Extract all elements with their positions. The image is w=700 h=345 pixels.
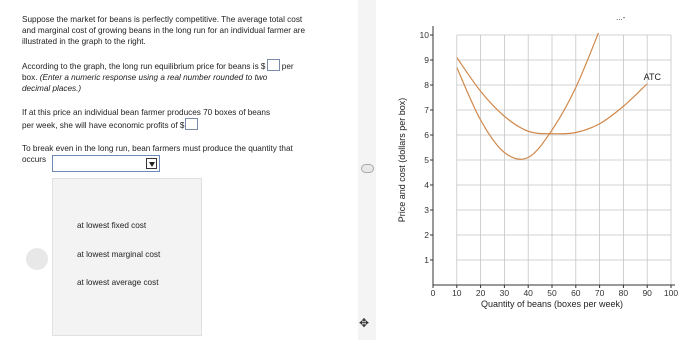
x-tick-label: 10 <box>452 288 462 298</box>
y-axis-label: Price and cost (dollars per box) <box>397 97 407 223</box>
intro-text <box>22 14 305 47</box>
economic-profit-input[interactable] <box>185 118 198 130</box>
question-2 <box>22 107 270 131</box>
x-tick-label: 70 <box>594 288 605 298</box>
break-even-dropdown[interactable] <box>52 155 160 172</box>
background-blob <box>26 248 48 270</box>
y-tick-label: 10 <box>419 30 429 40</box>
option-lowest-marginal-cost[interactable]: at lowest marginal cost <box>77 250 161 259</box>
q1-per-text: per <box>281 62 294 71</box>
equilibrium-price-input[interactable] <box>267 59 280 71</box>
x-tick-label: 60 <box>571 288 581 298</box>
x-tick-label: 30 <box>499 288 510 298</box>
q1-text: According to the graph, the long run equilibrium price for beans is $ <box>22 62 266 71</box>
x-tick-label: 90 <box>642 288 652 298</box>
q1-instruction-cont: decimal places.) <box>22 84 82 93</box>
option-lowest-average-cost[interactable]: at lowest average cost <box>77 278 159 287</box>
y-tick-label: 8 <box>424 80 429 90</box>
q1-box-text: box. <box>22 73 38 82</box>
q3-text-2: occurs <box>22 155 47 164</box>
q1-instruction: (Enter a numeric response using a real number rounded to two <box>39 73 268 82</box>
x-axis-label: Quantity of beans (boxes per week) <box>480 299 624 309</box>
x-tick-label: 0 <box>430 288 436 298</box>
y-tick-label: 6 <box>424 130 429 140</box>
intro-line-1: Suppose the market for beans is perfectly competitive. The average total cost <box>22 15 303 24</box>
x-tick-label: 50 <box>547 288 557 298</box>
y-tick-label: 3 <box>424 205 429 215</box>
x-tick-label: 100 <box>663 288 679 298</box>
y-tick-label: 7 <box>424 105 429 115</box>
cost-chart <box>376 0 700 340</box>
y-tick-label: 4 <box>424 180 429 190</box>
q2-text-1: If at this price an individual bean farmer produces 70 boxes of beans <box>22 108 271 117</box>
top-marker-text: ...- <box>616 13 626 22</box>
y-tick-label: 9 <box>424 55 429 65</box>
move-cursor-icon: ✥ <box>359 316 370 330</box>
chevron-down-icon[interactable] <box>146 158 157 169</box>
y-tick-label: 5 <box>424 155 429 165</box>
question-1 <box>22 59 356 94</box>
intro-line-2: and marginal cost of growing beans in the long run for an individual farmer are <box>22 26 306 35</box>
q2-text-2: per week, she will have economic profits of $ <box>22 121 185 130</box>
x-tick-label: 40 <box>523 288 533 298</box>
option-lowest-fixed-cost[interactable]: at lowest fixed cost <box>77 221 147 230</box>
dropdown-menu <box>52 178 202 336</box>
intro-line-3: illustrated in the graph to the right. <box>22 37 146 46</box>
resize-handle-icon[interactable] <box>361 164 374 173</box>
chart-svg[interactable] <box>376 0 700 340</box>
y-tick-label: 2 <box>424 230 429 240</box>
y-tick-label: 1 <box>424 255 429 265</box>
x-tick-label: 20 <box>475 288 486 298</box>
atc-label: ATC <box>643 72 662 82</box>
q3-text-1: To break even in the long run, bean farmers must produce the quantity that <box>22 144 293 153</box>
x-tick-label: 80 <box>618 288 629 298</box>
